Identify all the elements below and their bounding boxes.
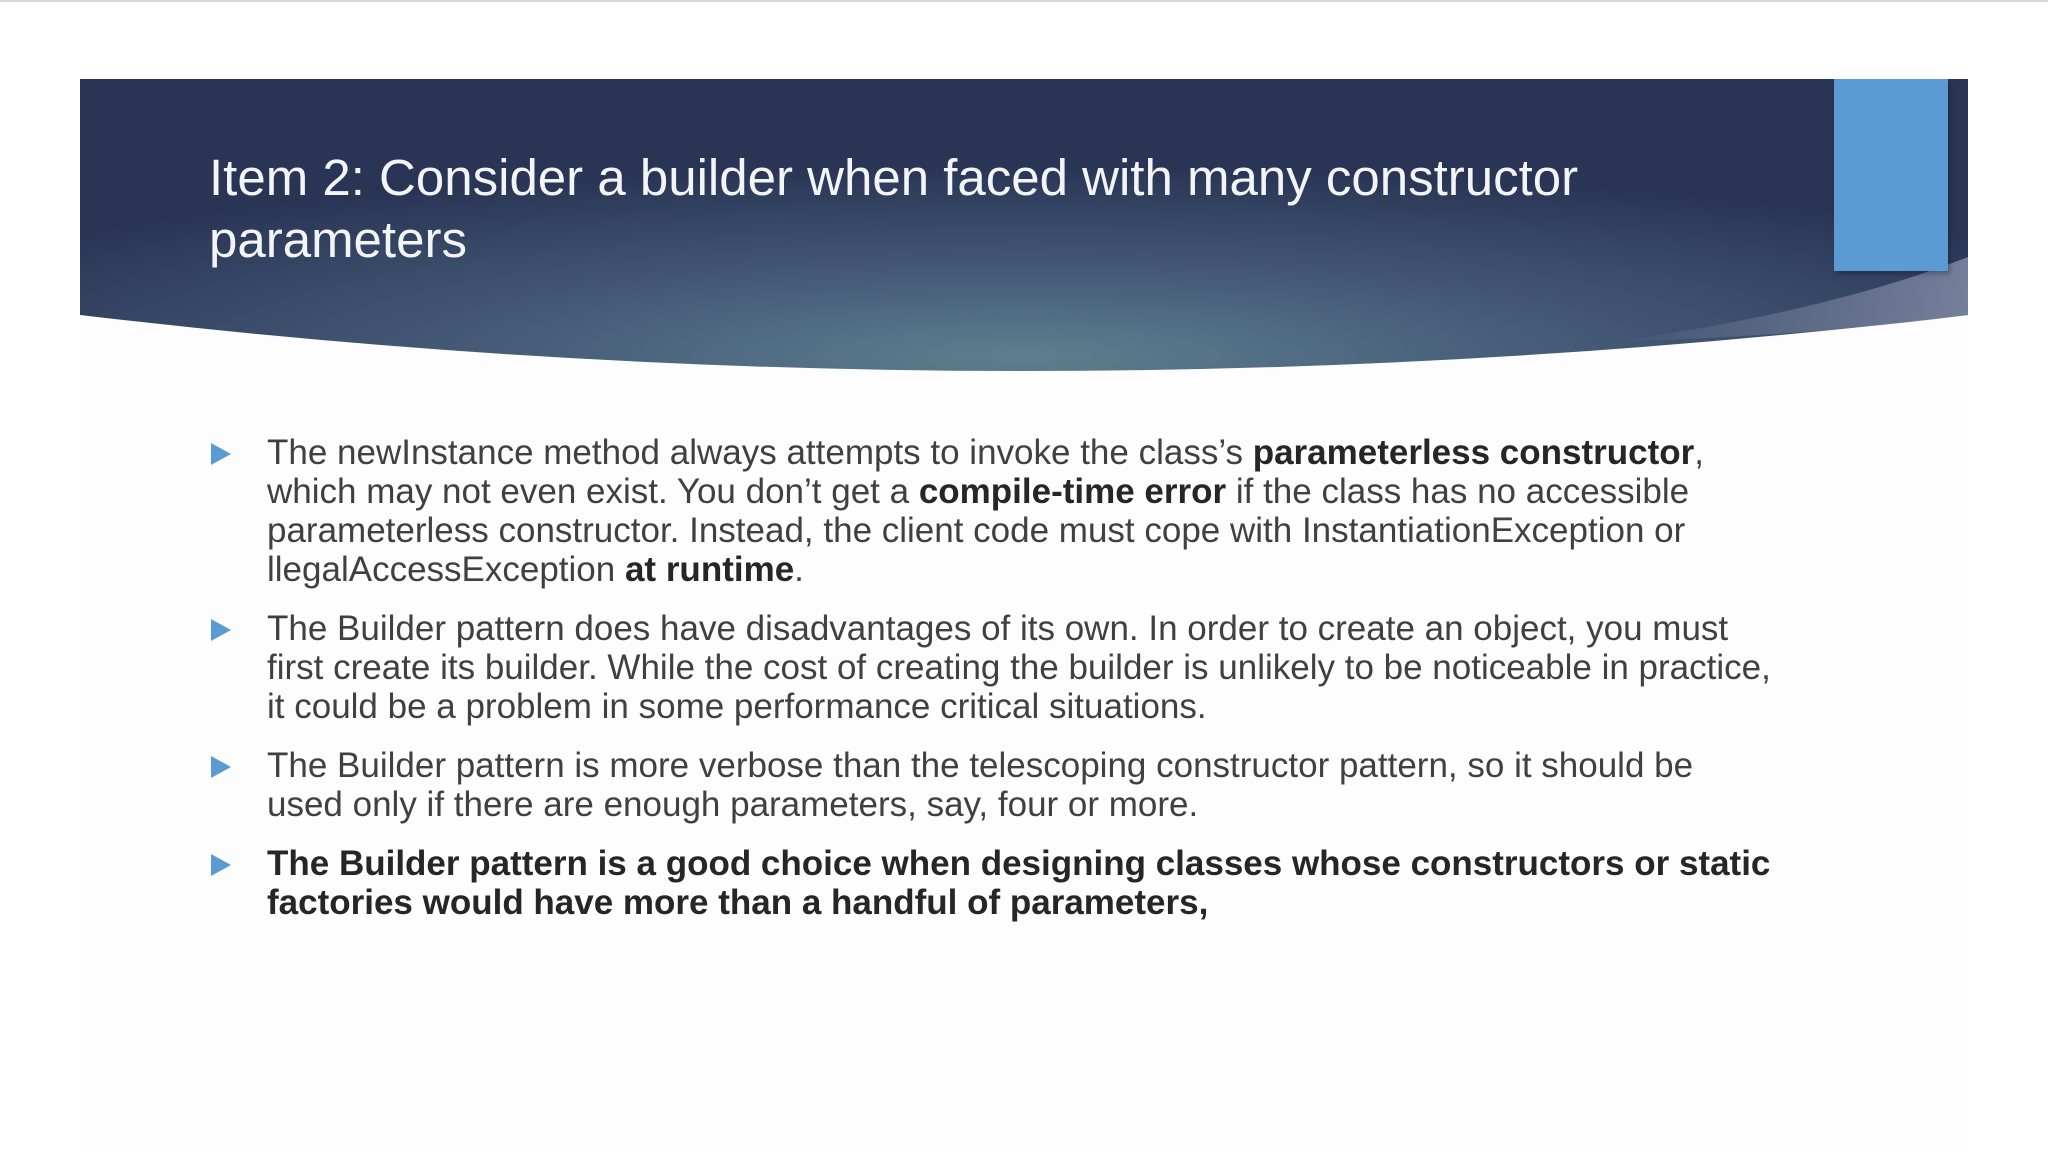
bullet-item: [211, 746, 1771, 824]
bullet-text: ,: [1198, 883, 1209, 922]
bullet-item: [211, 609, 1771, 726]
bullet-text: if the class has no accessible parameterless constructor. Instead, the client code must cope with InstantiationException or llegalAccessException: [267, 472, 1690, 589]
bullet-item: [211, 844, 1771, 922]
bullet-bold-text: The Builder pattern is a good choice when designing classes whose constructors or static factories would have more than a handful of parameters: [267, 844, 1771, 922]
bullet-item: [211, 433, 1771, 589]
bullet-text: The Builder pattern does have disadvantages of its own. In order to create an object, you must first create its builder. While the cost of creating the builder is unlikely to be noticeable in practice, it could be a problem in some performance critical situations.: [267, 609, 1771, 726]
bullet-arrow-icon: [211, 619, 231, 641]
bullet-text: The newInstance method always attempts to invoke the class’s: [267, 433, 1253, 472]
bullet-text: The Builder pattern is more verbose than the telescoping constructor pattern, so it should be used only if there are enough parameters, say, four or more.: [267, 746, 1694, 824]
bullet-arrow-icon: [211, 443, 231, 465]
bullet-arrow-icon: [211, 756, 231, 778]
bullet-bold-text: parameterless constructor: [1252, 433, 1695, 472]
accent-tab: [1834, 79, 1948, 271]
bullet-text: , which may not even exist. You don’t get a: [267, 433, 1705, 511]
bullet-bold-text: compile-time error: [918, 472, 1227, 511]
bullet-bold-text: at runtime: [624, 550, 795, 589]
slide: [80, 79, 1968, 1152]
window-top-border: [0, 0, 2048, 2]
bullet-text: .: [794, 550, 804, 589]
bullet-arrow-icon: [211, 854, 231, 876]
bullet-list: [211, 433, 1771, 942]
slide-title: Item 2: Consider a builder when faced with many constructor parameters: [209, 149, 1579, 268]
